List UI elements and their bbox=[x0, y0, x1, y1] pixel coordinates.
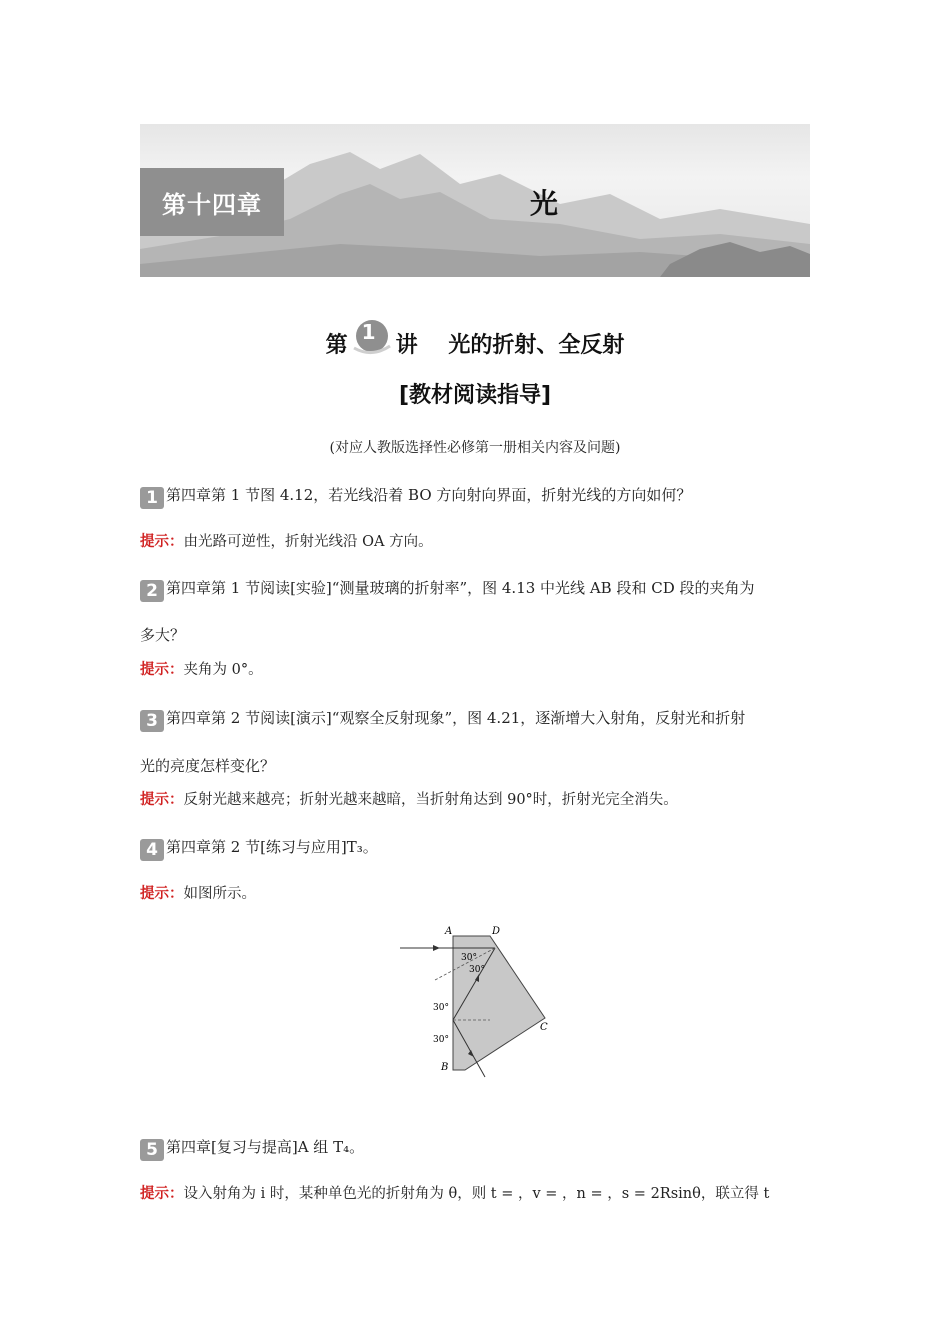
question-text: 第四章第 2 节[练习与应用]T₃。 bbox=[166, 838, 378, 856]
hint-text: 设入射角为 i 时，某种单色光的折射角为 θ，则 t = ，v = ，n = ，s = 2Rsinθ，联立得 t bbox=[183, 1186, 770, 1202]
question-text: 第四章第 2 节阅读[演示]“观察全反射现象”，图 4.21，逐渐增大入射角，反射光和折射 bbox=[166, 709, 746, 727]
angle-label: 30° bbox=[433, 1035, 449, 1045]
prism-diagram bbox=[395, 920, 565, 1080]
hint-2 bbox=[140, 658, 263, 679]
angle-label: 30° bbox=[469, 965, 485, 975]
arrow-icon bbox=[433, 945, 440, 951]
hint-label: 提示： bbox=[140, 1186, 184, 1202]
question-3-continued: 光的亮度怎样变化？ bbox=[140, 757, 276, 775]
angle-label: 30° bbox=[461, 953, 477, 963]
question-5 bbox=[140, 1137, 364, 1161]
lesson-title bbox=[0, 320, 950, 366]
question-1 bbox=[140, 485, 691, 509]
label-C: C bbox=[540, 1022, 548, 1033]
hint-3 bbox=[140, 788, 678, 809]
hint-text: 如图所示。 bbox=[183, 886, 256, 902]
lesson-name: 光的折射、全反射 bbox=[448, 333, 625, 358]
question-2 bbox=[140, 578, 755, 602]
question-number-badge: 2 bbox=[140, 580, 164, 602]
question-4 bbox=[140, 837, 378, 861]
lesson-number-badge bbox=[350, 320, 394, 366]
hint-text: 夹角为 0°。 bbox=[183, 662, 263, 678]
chapter-title: 光 bbox=[530, 187, 559, 220]
reference-note: (对应人教版选择性必修第一册相关内容及问题) bbox=[329, 440, 621, 456]
hint-label: 提示： bbox=[140, 792, 184, 808]
question-text: 第四章第 1 节图 4.12，若光线沿着 BO 方向射向界面，折射光线的方向如何？ bbox=[166, 486, 692, 504]
hint-1 bbox=[140, 530, 433, 551]
question-text: 第四章第 1 节阅读[实验]“测量玻璃的折射率”，图 4.13 中光线 AB 段和 CD 段的夹角为 bbox=[166, 579, 755, 597]
chapter-banner bbox=[140, 124, 810, 277]
question-number-badge: 5 bbox=[140, 1139, 164, 1161]
section-heading: [教材阅读指导] bbox=[398, 383, 552, 408]
label-D: D bbox=[492, 926, 501, 937]
question-2-continued: 多大？ bbox=[140, 626, 186, 644]
hint-text: 由光路可逆性，折射光线沿 OA 方向。 bbox=[183, 534, 433, 550]
chapter-label: 第十四章 bbox=[140, 168, 284, 236]
label-A: A bbox=[445, 926, 453, 937]
question-number-badge: 3 bbox=[140, 710, 164, 732]
question-number-badge: 1 bbox=[140, 487, 164, 509]
hint-label: 提示： bbox=[140, 534, 184, 550]
lesson-prefix: 第 bbox=[325, 333, 348, 358]
question-3 bbox=[140, 708, 745, 732]
question-number-badge: 4 bbox=[140, 839, 164, 861]
angle-label: 30° bbox=[433, 1003, 449, 1013]
hint-text: 反射光越来越亮；折射光越来越暗，当折射角达到 90°时，折射光完全消失。 bbox=[183, 792, 678, 808]
lesson-number: 1 bbox=[361, 320, 376, 344]
question-text: 第四章[复习与提高]A 组 T₄。 bbox=[166, 1138, 365, 1156]
hint-label: 提示： bbox=[140, 886, 184, 902]
lesson-suffix: 讲 bbox=[395, 333, 418, 358]
label-B: B bbox=[441, 1062, 449, 1073]
hint-label: 提示： bbox=[140, 662, 184, 678]
hint-4 bbox=[140, 882, 256, 903]
hint-5 bbox=[140, 1182, 769, 1203]
